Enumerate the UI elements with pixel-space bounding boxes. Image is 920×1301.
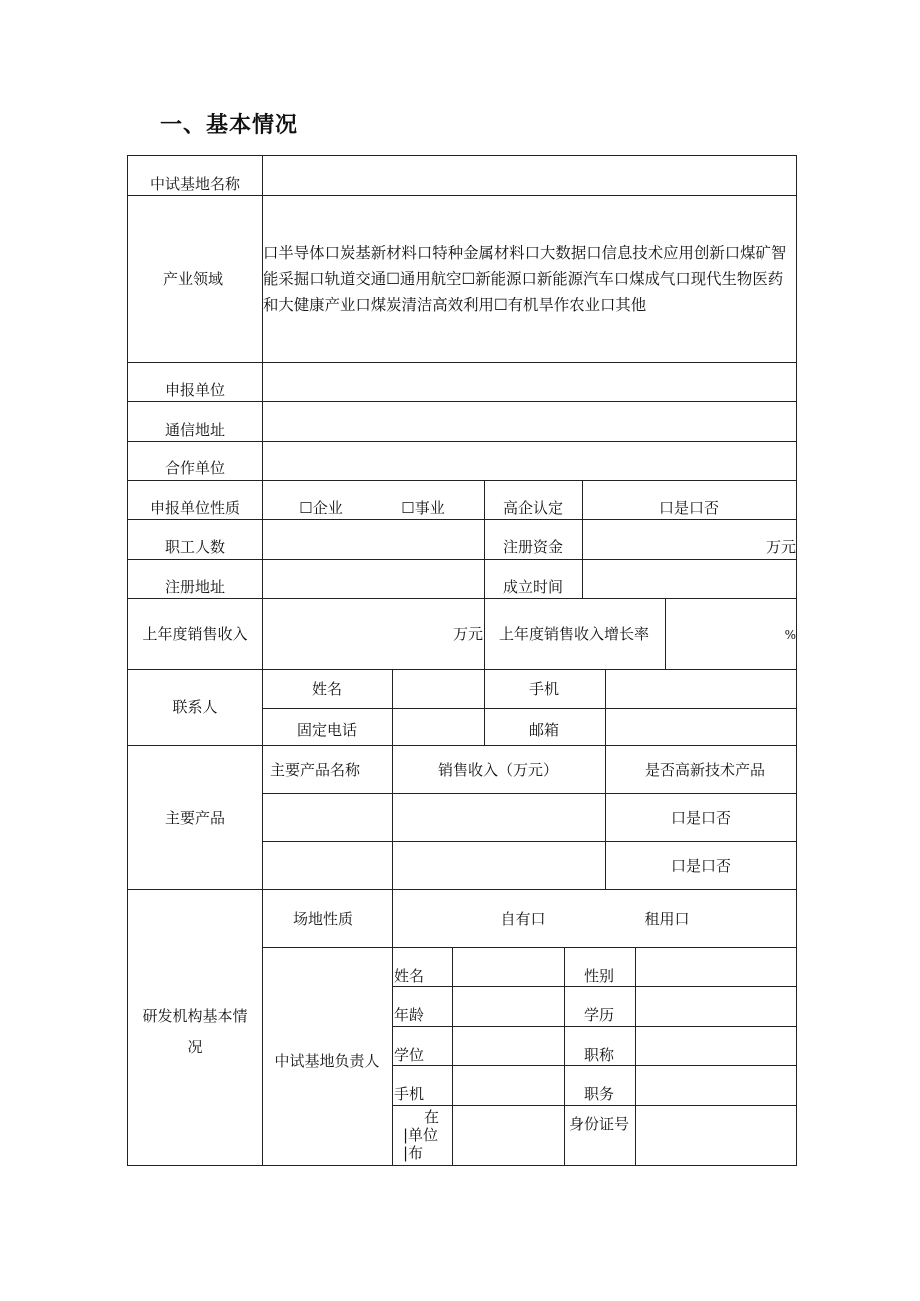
rule (452, 947, 453, 1166)
rule (127, 480, 797, 481)
section-title: 一、基本情况 (160, 113, 299, 138)
founded-label: 成立时间 (502, 578, 564, 596)
rule (484, 598, 485, 669)
head-label: 中试基地负责人 (274, 1052, 380, 1070)
head-name-label: 姓名 (394, 967, 425, 985)
rule (484, 669, 485, 745)
site-own-checkbox[interactable]: 自有口 (500, 910, 546, 928)
rule (127, 598, 797, 599)
products-col-hightech: 是否高新技术产品 (644, 761, 766, 779)
high-tech-label: 高企认定 (502, 499, 564, 517)
head-gender-label: 性别 (583, 967, 615, 985)
reg-address-label: 注册地址 (164, 578, 226, 596)
rule (262, 841, 797, 842)
nature-enterprise-checkbox[interactable]: ☐企业 (299, 499, 343, 517)
products-col-sales: 销售收入（万元） (437, 761, 559, 779)
rule (484, 480, 485, 598)
product-row1-hightech-options[interactable]: 口是口否 (670, 809, 732, 827)
applicant-label: 申报单位 (164, 381, 226, 399)
products-col-name: 主要产品名称 (269, 761, 361, 779)
rule (127, 889, 797, 890)
industry-label: 产业领域 (162, 270, 224, 288)
rule (262, 793, 797, 794)
contact-mobile-label: 手机 (528, 680, 560, 698)
applicant-field[interactable] (267, 370, 787, 394)
capital-unit: 万元 (765, 538, 796, 556)
head-title-label: 职称 (583, 1046, 615, 1064)
rule (582, 480, 583, 598)
site-label: 场地性质 (292, 910, 354, 928)
rule (127, 195, 797, 196)
head-position-label: 职务 (583, 1085, 615, 1103)
head-degree-label: 学位 (394, 1046, 425, 1064)
head-education-label: 学历 (583, 1006, 615, 1024)
unit-label-line2: |单位 (403, 1126, 439, 1144)
base-name-label: 中试基地名称 (149, 175, 241, 193)
staff-field[interactable] (267, 527, 477, 551)
rule (262, 947, 797, 948)
partner-label: 合作单位 (164, 459, 226, 477)
site-rent-checkbox[interactable]: 租用口 (644, 910, 690, 928)
high-tech-options[interactable]: 口是口否 (658, 499, 720, 517)
capital-label: 注册资金 (502, 538, 564, 556)
rule (127, 362, 797, 363)
address-label: 通信地址 (164, 421, 226, 439)
rule (635, 947, 636, 1166)
rule (127, 669, 797, 670)
nature-label: 申报单位性质 (149, 499, 241, 517)
head-mobile-label: 手机 (394, 1085, 425, 1103)
staff-label: 职工人数 (164, 538, 226, 556)
rule (127, 1165, 797, 1166)
unit-label-line1: 在 (424, 1108, 440, 1126)
unit-label-line3: |布 (403, 1144, 424, 1162)
rule (605, 669, 606, 745)
rule (127, 401, 797, 402)
contact-name-label: 姓名 (311, 680, 343, 698)
partner-field[interactable] (267, 449, 787, 473)
rule (605, 745, 606, 889)
contact-label: 联系人 (172, 698, 218, 716)
basic-info-form (127, 155, 797, 1166)
rule (392, 889, 393, 1166)
contact-email-label: 邮箱 (528, 721, 560, 739)
rule (392, 745, 393, 889)
nature-institution-checkbox[interactable]: ☐事业 (401, 499, 445, 517)
rd-label-line2: 况 (187, 1038, 203, 1056)
sales-unit: 万元 (452, 625, 483, 643)
growth-label: 上年度销售收入增长率 (498, 625, 650, 643)
rule (564, 947, 565, 1166)
rule (262, 708, 797, 709)
product-row2-hightech-options[interactable]: 口是口否 (670, 857, 732, 875)
growth-unit: % (784, 628, 796, 642)
id-label: 身份证号 (568, 1115, 630, 1133)
address-field[interactable] (267, 410, 787, 434)
rule (127, 559, 797, 560)
founded-field[interactable] (589, 567, 789, 591)
head-age-label: 年龄 (394, 1006, 425, 1024)
rule (665, 598, 666, 669)
rd-label-line1: 研发机构基本情 (142, 1007, 248, 1025)
sales-label: 上年度销售收入 (142, 625, 248, 643)
reg-address-field[interactable] (267, 567, 477, 591)
contact-phone-label: 固定电话 (296, 721, 358, 739)
products-label: 主要产品 (164, 809, 226, 827)
rule (127, 441, 797, 442)
rule (127, 155, 797, 156)
industry-options[interactable]: 口半导体口炭基新材料口特种金属材料口大数据口信息技术应用创新口煤矿智能采掘口轨道交通☐通用航空☐新能源口新能源汽车口煤成气口现代生物医药和大健康产业口煤炭清洁高效利用☐有机旱作农业口其他 (263, 244, 787, 314)
rule (392, 669, 393, 745)
rule (127, 519, 797, 520)
base-name-field[interactable] (267, 167, 787, 189)
rule (127, 745, 797, 746)
rule (127, 155, 128, 1166)
